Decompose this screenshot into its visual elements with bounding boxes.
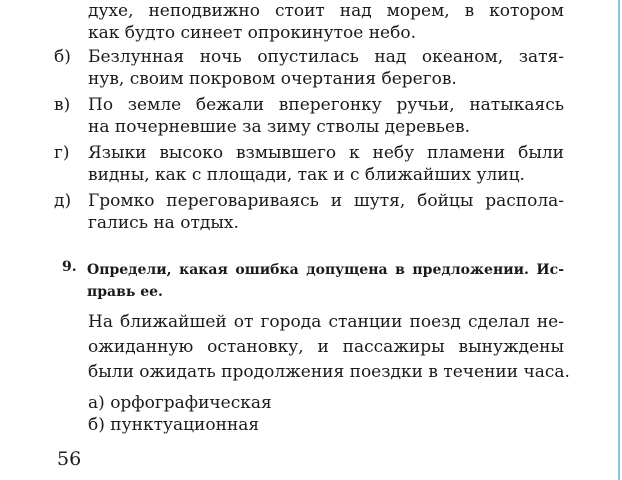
page-number: 56 [57, 448, 82, 470]
option-line: видны, как с площади, так и с ближайших улиц. [88, 165, 525, 185]
option-g [54, 142, 564, 186]
option-line: Громко переговариваясь и шутя, бойцы распола- [88, 191, 564, 211]
option-line: на почерневшие за зиму стволы деревьев. [88, 117, 471, 137]
option-line: гались на отдых. [88, 213, 239, 233]
sentence-line: были ожидать продолжения поездки в течении часа. [88, 362, 570, 382]
answer-text: пунктуационная [110, 415, 260, 435]
option-marker: г) [54, 143, 70, 163]
option-line: Языки высоко взмывшего к небу пламени были [88, 143, 564, 163]
answer-option-b [88, 414, 259, 436]
option-b [54, 46, 564, 90]
option-line: нув, своим покровом очертания берегов. [88, 69, 457, 89]
task-line: правь ее. [87, 284, 163, 300]
sentence-line: На ближайшей от города станции поезд сделал не- [88, 312, 564, 332]
task-line: Определи, какая ошибка допущена в предложении. Ис- [87, 262, 564, 278]
option-marker: д) [54, 191, 72, 211]
option-d [54, 190, 564, 234]
option-line: как будто синеет опрокинутое небо. [88, 23, 416, 43]
option-marker: б) [54, 47, 71, 67]
sentence-line: ожиданную остановку, и пассажиры вынуждены [88, 337, 564, 357]
answer-text: орфографическая [110, 393, 272, 413]
option-line: По земле бежали вперегонку ручьи, натыкаясь [88, 95, 564, 115]
example-sentence [88, 310, 570, 385]
answer-marker: а) [88, 393, 105, 413]
option-line: Безлунная ночь опустилась над океаном, затя- [88, 47, 564, 67]
option-v [54, 94, 564, 138]
answer-option-a [88, 392, 272, 414]
answer-marker: б) [88, 415, 105, 435]
task-instruction [87, 259, 564, 303]
option-marker: в) [54, 95, 71, 115]
page-edge-border [618, 0, 620, 480]
task-number: 9. [62, 259, 77, 275]
option-a-continuation [88, 0, 564, 44]
option-line: духе, неподвижно стоит над морем, в котором [88, 1, 564, 21]
